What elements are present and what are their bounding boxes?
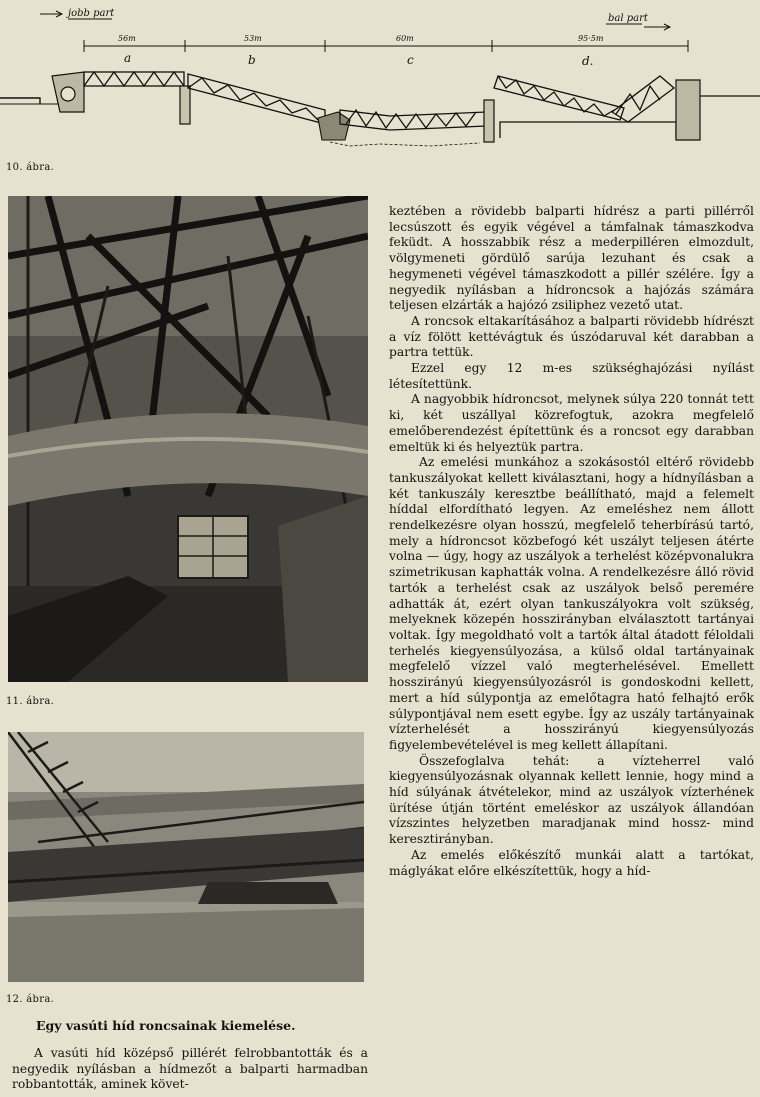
paragraph-6: Összefoglalva tehát: a vízteherrel való kiegyensúlyozásnak olyannak kellett lennie, hogy mind a híd súlyának átvételekor, mind az uszályok vízterhének ürítése útján történt emeléskor az uszályok állandóan vízszintes helyzetben maradjanak mind hossz- mind keresztirányban. — [389, 753, 754, 847]
left-column-text — [12, 1046, 368, 1093]
lock-chamber — [500, 122, 676, 138]
figure-12-photo — [8, 732, 364, 982]
paragraph-5: Az emelési munkához a szokásostól eltérő rövidebb tankuszályokat kellett kiválasztani, hogy a hídnyílásban a két tankuszály keresztbe beállítható, majd a felemelt híddal elfordítható legyen. Az emeléshez nem állott rendelkezésre olyan hosszú, megfelelő teherbírású tartó, mely a hídroncsot közbefogó két uszályt teljesen átérte volna — úgy, hogy az uszályok a terhelést középvonalukra szimetrikusan kaphatták volna. A rendelkezésre álló rövid tartók a terhelést csak az uszályok belső peremére adhatták át, ezért olyan tankuszályokra volt szükség, melyeknek közepén hosszirányban elválasztott tartányai voltak. Így megoldható volt a tartók által átadott féloldali terhelés kiegyensúlyozása, a külső oldal tartányainak megfelelő vízzel való megterhelésével. Emellett hosszirányú kiegyensúlyozásról is gondoskodni kellett, mert a híd súlypontja az emelőtagra ható felhajtó erők súlypontjával nem esett egybe. Így az uszály tartányainak vízterhelését a hosszirányú kiegyensúlyozás figyelembevételével is meg kellett állapítani. — [389, 455, 754, 752]
figure-12-caption: 12. ábra. — [6, 994, 55, 1005]
truss-span-a — [84, 72, 184, 86]
span-d-length: 95·5m — [578, 34, 604, 43]
bridge-wreck-photo-icon — [8, 196, 368, 682]
river-bridge-photo-icon — [8, 732, 364, 982]
paragraph-4: A nagyobbik hídroncsot, melynek súlya 220 tonnát tett ki, két uszállyal közrefogtuk, azokra megfelelő emelőberendezést építettünk és a roncsot egy darabban emeltük ki és helyeztük partra. — [389, 392, 754, 454]
left-bank-abutment — [676, 80, 700, 140]
figure-11-caption: 11. ábra. — [6, 696, 55, 707]
figure-11-photo — [8, 196, 368, 682]
truss-span-d — [494, 76, 674, 122]
abutment-arch — [61, 87, 75, 101]
truss-span-c — [340, 110, 486, 130]
span-c-letter: c — [407, 53, 414, 67]
pier-3 — [484, 100, 494, 142]
span-a-length: 56m — [118, 34, 136, 43]
span-b-length: 53m — [244, 34, 262, 43]
left-bank-arrow-icon — [644, 24, 670, 30]
truss-span-b — [188, 74, 325, 124]
left-embankment — [0, 98, 40, 104]
figure-10-caption: 10. ábra. — [6, 162, 55, 173]
paragraph-7: Az emelés előkészítő munkái alatt a tartókat, máglyákat előre elkészítettük, hogy a híd- — [389, 847, 754, 878]
bridge-diagram-svg — [0, 0, 760, 160]
span-c-length: 60m — [396, 34, 414, 43]
span-b-letter: b — [248, 53, 256, 67]
right-column-text — [389, 204, 754, 879]
paragraph-1: keztében a rövidebb balparti hídrész a parti pillérről lecsúszott és egyik végével a támfalnak támaszkodva feküdt. A hosszabbik rész a mederpilléren elmozdult, völgymeneti gördülő sarúja lezuhant és csak a hegymeneti végével támaszkodott a pillér szélére. Így a negyedik nyílásban a hídroncsok a hajózás számára teljesen elzárták a hajózó zsiliphez vezető utat. — [389, 204, 754, 313]
bridge-elevation-diagram — [0, 0, 760, 160]
right-bank-label: jobb part — [68, 8, 115, 19]
span-d-letter: d. — [582, 54, 594, 68]
left-bank-label: bal part — [608, 13, 648, 24]
pier-1 — [180, 86, 190, 124]
right-bank-arrow-icon — [40, 11, 62, 17]
article-heading: Egy vasúti híd roncsainak kiemelése. — [36, 1018, 296, 1033]
span-a-letter: a — [124, 51, 132, 65]
left-paragraph-1: A vasúti híd középső pillérét felrobbantották és a negyedik nyílásban a hídmezőt a balparti harmadban robbantották, aminek követ- — [12, 1046, 368, 1092]
riverbed-line — [330, 142, 480, 146]
paragraph-2: A roncsok eltakarításához a balparti rövidebb hídrészt a víz fölött kettévágtuk és úszódaruval két darabban a partra tettük. — [389, 313, 754, 360]
paragraph-3: Ezzel egy 12 m-es szükséghajózási nyílást létesítettünk. — [389, 361, 754, 391]
pier-2-rubble — [318, 112, 350, 140]
